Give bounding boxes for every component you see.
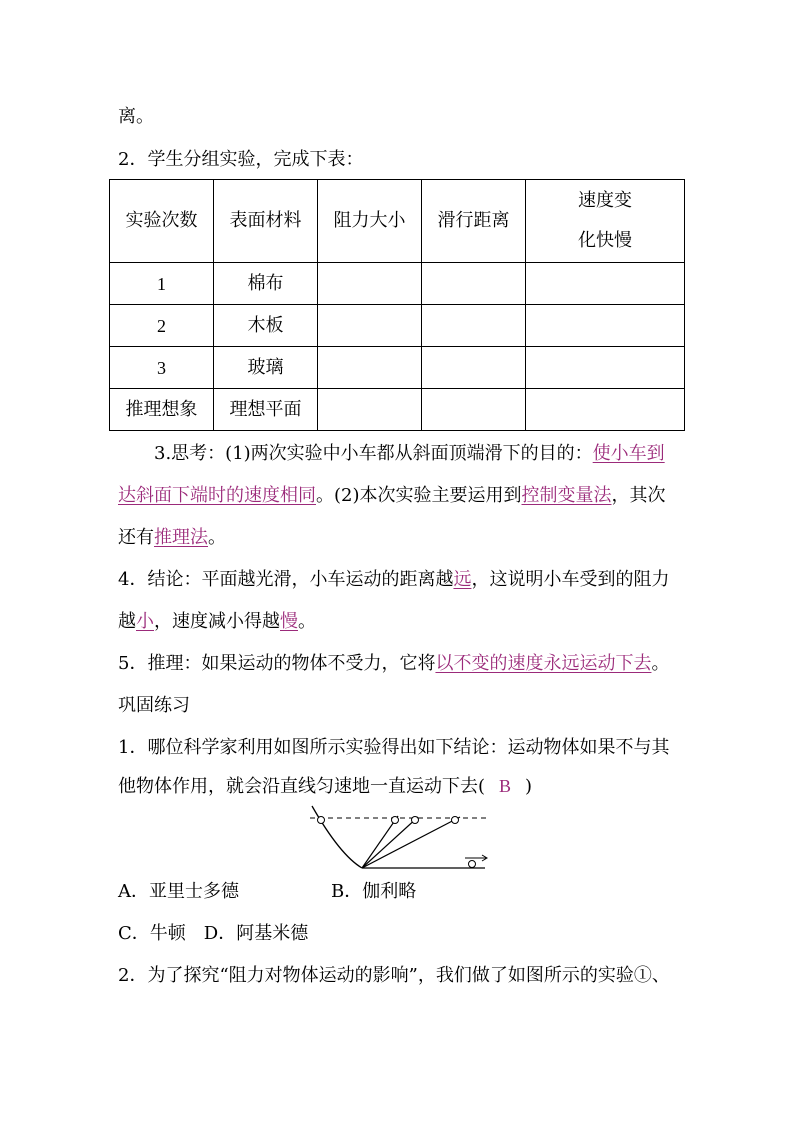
q3-answer-3: 推理法 xyxy=(154,527,208,548)
header-cell: 实验次数 xyxy=(110,180,214,263)
header-cell: 表面材料 xyxy=(214,180,318,263)
table-cell xyxy=(526,263,685,305)
p1-text: 他物体作用，就会沿直线匀速地一直运动下去( xyxy=(118,776,486,797)
table-row xyxy=(110,347,685,389)
p1-answer: B xyxy=(499,776,512,796)
q3-text: ，其次 xyxy=(611,485,666,506)
table-cell xyxy=(526,347,685,389)
header-cell-line-1: 速度变 xyxy=(578,190,632,211)
q3-answer-2: 控制变量法 xyxy=(521,485,612,506)
question-3-line-2 xyxy=(118,482,666,510)
section-title: 巩固练习 xyxy=(118,695,190,716)
table-cell: 推理想象 xyxy=(110,389,214,431)
option-a: A．亚里士多德 xyxy=(118,881,239,902)
question-3-line-1 xyxy=(154,440,665,468)
question-4-line-2 xyxy=(118,608,316,636)
q3-text: 。(2)本次实验主要运用到 xyxy=(316,485,522,506)
table-cell xyxy=(526,305,685,347)
experiment-table xyxy=(109,179,685,431)
q4-text: 越 xyxy=(118,611,136,632)
table-cell: 理想平面 xyxy=(214,389,318,431)
q4-answer-2: 小 xyxy=(136,611,154,632)
table-cell: 3 xyxy=(110,347,214,389)
q5-text: 。 xyxy=(651,653,670,674)
q3-answer-1a: 使小车到 xyxy=(592,443,665,464)
question-4-line-1 xyxy=(118,566,669,594)
header-cell: 滑行距离 xyxy=(422,180,526,263)
question-3-line-3 xyxy=(118,524,226,552)
ball-steep xyxy=(392,817,399,824)
q4-text: ，这说明小车受到的阻力 xyxy=(471,569,670,590)
table-row xyxy=(110,389,685,431)
header-cell-line-2: 化快慢 xyxy=(578,230,632,251)
curved-incline xyxy=(312,806,362,868)
q5-answer: 以不变的速度永远运动下去 xyxy=(435,653,652,674)
incline-experiment-figure xyxy=(300,800,500,872)
table-cell: 木板 xyxy=(214,305,318,347)
table-cell: 2 xyxy=(110,305,214,347)
practice-1-line-2 xyxy=(118,772,532,801)
q4-answer-3: 慢 xyxy=(280,611,298,632)
q3-text: 。 xyxy=(208,527,226,548)
header-cell: 阻力大小 xyxy=(318,180,422,263)
practice-1-line-1: 1．哪位科学家利用如图所示实验得出如下结论：运动物体如果不与其 xyxy=(118,737,670,758)
table-cell xyxy=(318,389,422,431)
q4-text: 4．结论：平面越光滑，小车运动的距离越 xyxy=(118,569,454,590)
table-cell xyxy=(318,305,422,347)
incline-steep xyxy=(362,816,398,868)
text-line-1: 离。 xyxy=(118,106,154,127)
table-cell: 1 xyxy=(110,263,214,305)
table-cell: 棉布 xyxy=(214,263,318,305)
q3-text: 3.思考：(1)两次实验中小车都从斜面顶端滑下的目的： xyxy=(154,443,593,464)
table-cell xyxy=(526,389,685,431)
table-cell: 玻璃 xyxy=(214,347,318,389)
table-cell xyxy=(422,347,526,389)
table-row xyxy=(110,263,685,305)
p1-text: ) xyxy=(525,776,533,797)
incline-medium xyxy=(362,817,418,868)
q4-answer-1: 远 xyxy=(453,569,472,590)
ball-medium xyxy=(412,817,419,824)
table-row xyxy=(110,305,685,347)
table-cell xyxy=(422,263,526,305)
options-c-d: C．牛顿 D．阿基米德 xyxy=(118,923,309,944)
table-cell xyxy=(422,389,526,431)
table-header-row xyxy=(110,180,685,263)
text-line-2: 2．学生分组实验，完成下表： xyxy=(118,149,364,170)
q5-text: 5．推理：如果运动的物体不受力，它将 xyxy=(118,653,436,674)
q4-text: ，速度减小得越 xyxy=(154,611,280,632)
ball-start xyxy=(318,817,325,824)
ball-gentle xyxy=(452,817,459,824)
ball-ground xyxy=(469,861,476,868)
q3-text: 还有 xyxy=(118,527,154,548)
option-b: B．伽利略 xyxy=(331,881,417,902)
practice-2-line: 2．为了探究“阻力对物体运动的影响”，我们做了如图所示的实验①、 xyxy=(118,965,670,986)
header-cell xyxy=(526,180,685,263)
incline-gentle xyxy=(362,817,460,868)
table-cell xyxy=(422,305,526,347)
table-cell xyxy=(318,347,422,389)
table-cell xyxy=(318,263,422,305)
q3-answer-1b: 达斜面下端时的速度相同 xyxy=(118,485,316,506)
q4-text: 。 xyxy=(298,611,316,632)
question-5-line xyxy=(118,650,669,678)
